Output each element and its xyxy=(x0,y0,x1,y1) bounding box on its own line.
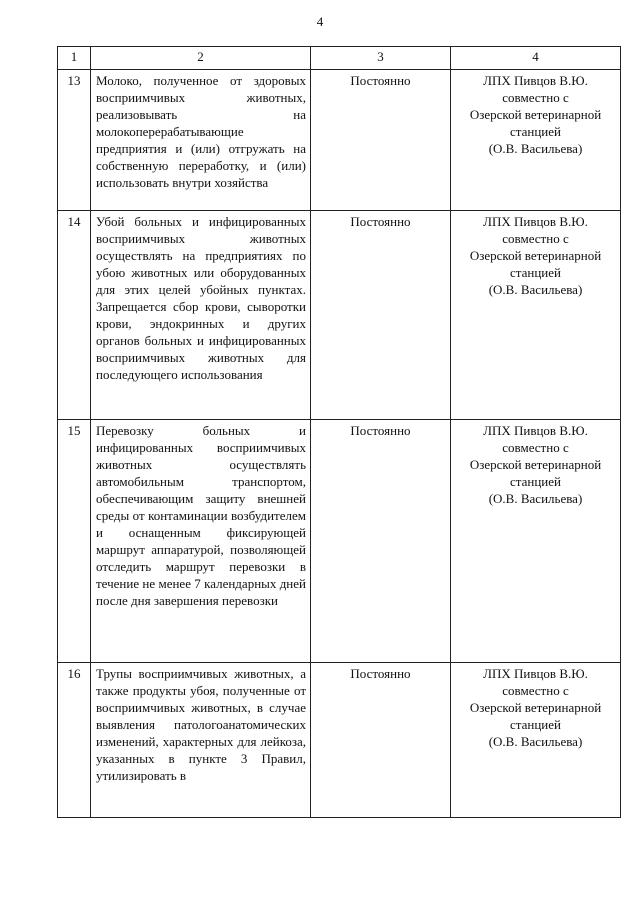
row-number: 16 xyxy=(58,663,91,818)
responsible-line: совместно с xyxy=(502,90,569,105)
responsible-line: Озерской ветеринарной xyxy=(469,457,602,472)
responsible-cell xyxy=(451,70,621,211)
responsible-line: станцией xyxy=(510,717,561,732)
responsible-line: совместно с xyxy=(502,683,569,698)
page-number: 4 xyxy=(316,14,324,29)
responsible-line: ЛПХ Пивцов В.Ю. xyxy=(483,666,588,681)
responsible-cell xyxy=(451,420,621,663)
header-cell-2: 2 xyxy=(91,47,311,70)
measure-text: Трупы восприимчивых животных, а также продукты убоя, полученные от восприимчивых животных, в случае выявления патологоанатомических изменений, характерных для лейкоза, указанных в пункте 3 Правил, утилизировать в xyxy=(91,663,311,818)
responsible-line: совместно с xyxy=(502,440,569,455)
header-cell-3: 3 xyxy=(311,47,451,70)
header-cell-1: 1 xyxy=(58,47,91,70)
row-number: 14 xyxy=(58,211,91,420)
responsible-line: (О.В. Васильева) xyxy=(488,491,583,506)
responsible-line: ЛПХ Пивцов В.Ю. xyxy=(483,73,588,88)
responsible-line: совместно с xyxy=(502,231,569,246)
measure-text: Перевозку больных и инфицированных восприимчивых животных осуществлять автомобильным транспортом, обеспечивающим защиту внешней среды от контаминации возбудителем и оснащенным фиксирующей маршрут аппаратурой, позволяющей отследить маршрут перевозки в течение не менее 7 календарных дней после дня завершения перевозки xyxy=(91,420,311,663)
responsible-line: Озерской ветеринарной xyxy=(469,107,602,122)
term-text: Постоянно xyxy=(311,420,451,663)
responsible-cell xyxy=(451,211,621,420)
measures-table xyxy=(57,46,621,818)
responsible-cell xyxy=(451,663,621,818)
table-row xyxy=(58,663,621,818)
term-text: Постоянно xyxy=(311,70,451,211)
header-cell-4: 4 xyxy=(451,47,621,70)
responsible-line: станцией xyxy=(510,474,561,489)
responsible-line: станцией xyxy=(510,124,561,139)
responsible-line: станцией xyxy=(510,265,561,280)
responsible-line: ЛПХ Пивцов В.Ю. xyxy=(483,214,588,229)
responsible-line: (О.В. Васильева) xyxy=(488,141,583,156)
responsible-line: Озерской ветеринарной xyxy=(469,248,602,263)
row-number: 15 xyxy=(58,420,91,663)
term-text: Постоянно xyxy=(311,663,451,818)
table-row xyxy=(58,420,621,663)
responsible-line: ЛПХ Пивцов В.Ю. xyxy=(483,423,588,438)
row-number: 13 xyxy=(58,70,91,211)
measure-text: Убой больных и инфицированных восприимчивых животных осуществлять на предприятиях по убою животных или оборудованных для этих целей убойных пунктах. Запрещается сбор крови, сыворотки крови, эндокринных и других органов больных и инфицированных восприимчивых животных для последующего использования xyxy=(91,211,311,420)
responsible-line: (О.В. Васильева) xyxy=(488,734,583,749)
term-text: Постоянно xyxy=(311,211,451,420)
table-row xyxy=(58,70,621,211)
responsible-line: (О.В. Васильева) xyxy=(488,282,583,297)
table-row xyxy=(58,211,621,420)
responsible-line: Озерской ветеринарной xyxy=(469,700,602,715)
measure-text: Молоко, полученное от здоровых восприимчивых животных, реализовывать на молокоперерабатывающие предприятия и (или) отгружать на собственную переработку, и (или) использовать внутри хозяйства xyxy=(91,70,311,211)
table-header-row xyxy=(58,47,621,70)
